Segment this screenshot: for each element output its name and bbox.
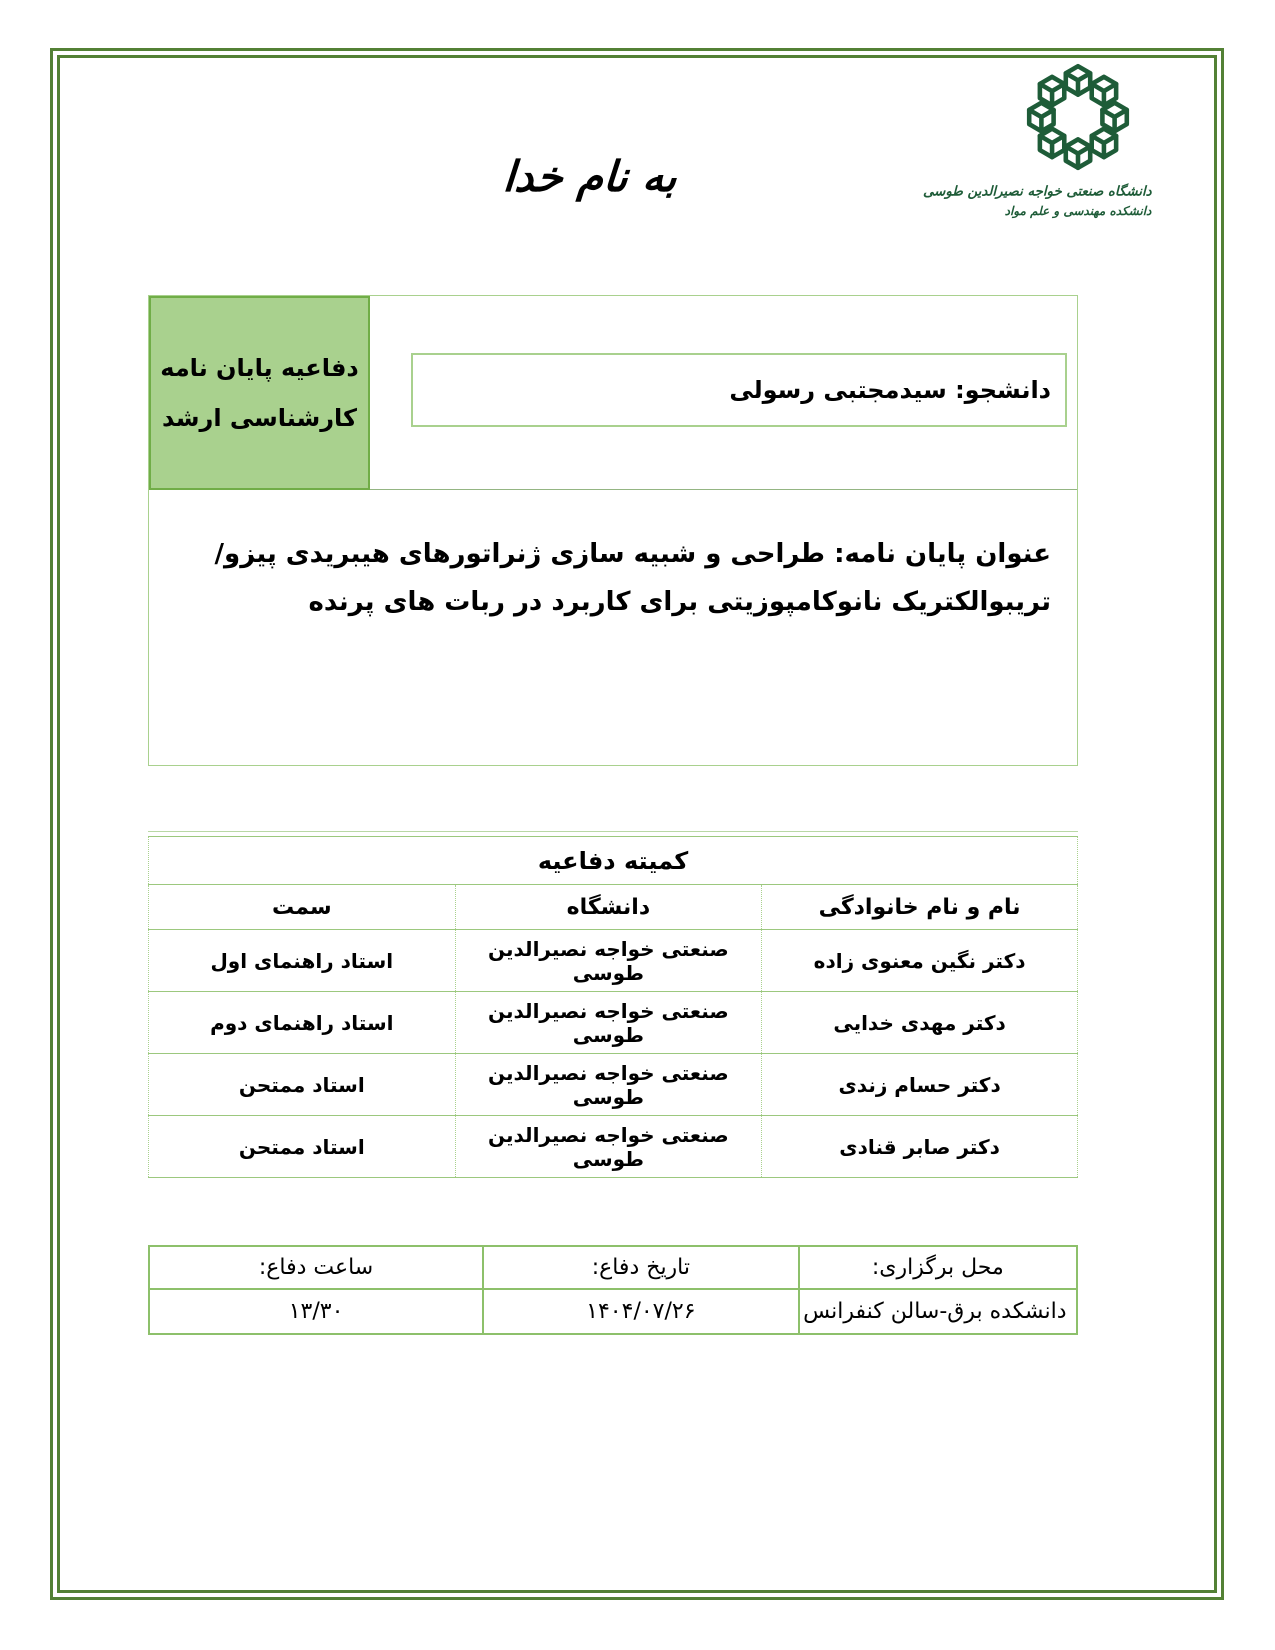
committee-row-2: [149, 992, 1078, 1054]
university-logo: [923, 56, 1158, 220]
defense-type-box: [149, 296, 370, 490]
header-row: [149, 296, 1077, 489]
defense-type-line1: دفاعیه پایان نامه: [160, 354, 359, 382]
venue-value: دانشکده برق-سالن کنفرانس: [799, 1289, 1077, 1334]
committee-table-title: کمیته دفاعیه: [149, 837, 1078, 885]
committee-table: [148, 836, 1078, 1178]
column-header-university: دانشگاه: [455, 885, 762, 930]
member-role: استاد راهنمای اول: [149, 930, 456, 992]
member-name: دکتر مهدی خدایی: [762, 992, 1078, 1054]
schedule-table: [148, 1245, 1078, 1335]
university-logo-star-icon: [1017, 56, 1139, 178]
university-name-text: دانشگاه صنعتی خواجه نصیرالدین طوسی: [923, 184, 1152, 200]
page-border-frame: [50, 48, 1224, 1600]
bismillah-calligraphy: به نام خدا: [501, 152, 679, 201]
member-role: استاد ممتحن: [149, 1054, 456, 1116]
student-name-box: [411, 353, 1067, 427]
member-name: دکتر صابر قنادی: [762, 1116, 1078, 1178]
member-university: صنعتی خواجه نصیرالدین طوسی: [455, 1054, 762, 1116]
member-university: صنعتی خواجه نصیرالدین طوسی: [455, 992, 762, 1054]
committee-row-3: [149, 1054, 1078, 1116]
date-value: ۱۴۰۴/۰۷/۲۶: [483, 1289, 799, 1334]
faculty-name-text: دانشکده مهندسی و علم مواد: [1004, 204, 1152, 218]
column-header-full-name: نام و نام خانوادگی: [762, 885, 1078, 930]
defense-type-line2: کارشناسی ارشد: [162, 404, 357, 432]
header-block: [148, 295, 1078, 766]
member-role: استاد راهنمای دوم: [149, 992, 456, 1054]
committee-row-4: [149, 1116, 1078, 1178]
page-border-frame-inner: [57, 55, 1217, 1593]
committee-table-wrapper: [148, 831, 1078, 1178]
student-name-text: دانشجو: سیدمجتبی رسولی: [729, 376, 1051, 404]
time-value: ۱۳/۳۰: [149, 1289, 483, 1334]
member-name: دکتر نگین معنوی زاده: [762, 930, 1078, 992]
thesis-title-text: عنوان پایان نامه: طراحی و شبیه سازی ژنراتورهای هیبریدی پیزو/تریبوالکتریک نانوکامپوزیتی برای کاربرد در ربات های پرنده: [214, 539, 1051, 617]
member-university: صنعتی خواجه نصیرالدین طوسی: [455, 1116, 762, 1178]
thesis-title-box: [149, 489, 1077, 765]
schedule-table-wrapper: [148, 1245, 1078, 1335]
column-header-role: سمت: [149, 885, 456, 930]
venue-header: محل برگزاری:: [799, 1246, 1077, 1289]
member-name: دکتر حسام زندی: [762, 1054, 1078, 1116]
time-header: ساعت دفاع:: [149, 1246, 483, 1289]
committee-row-1: [149, 930, 1078, 992]
date-header: تاریخ دفاع:: [483, 1246, 799, 1289]
member-role: استاد ممتحن: [149, 1116, 456, 1178]
member-university: صنعتی خواجه نصیرالدین طوسی: [455, 930, 762, 992]
